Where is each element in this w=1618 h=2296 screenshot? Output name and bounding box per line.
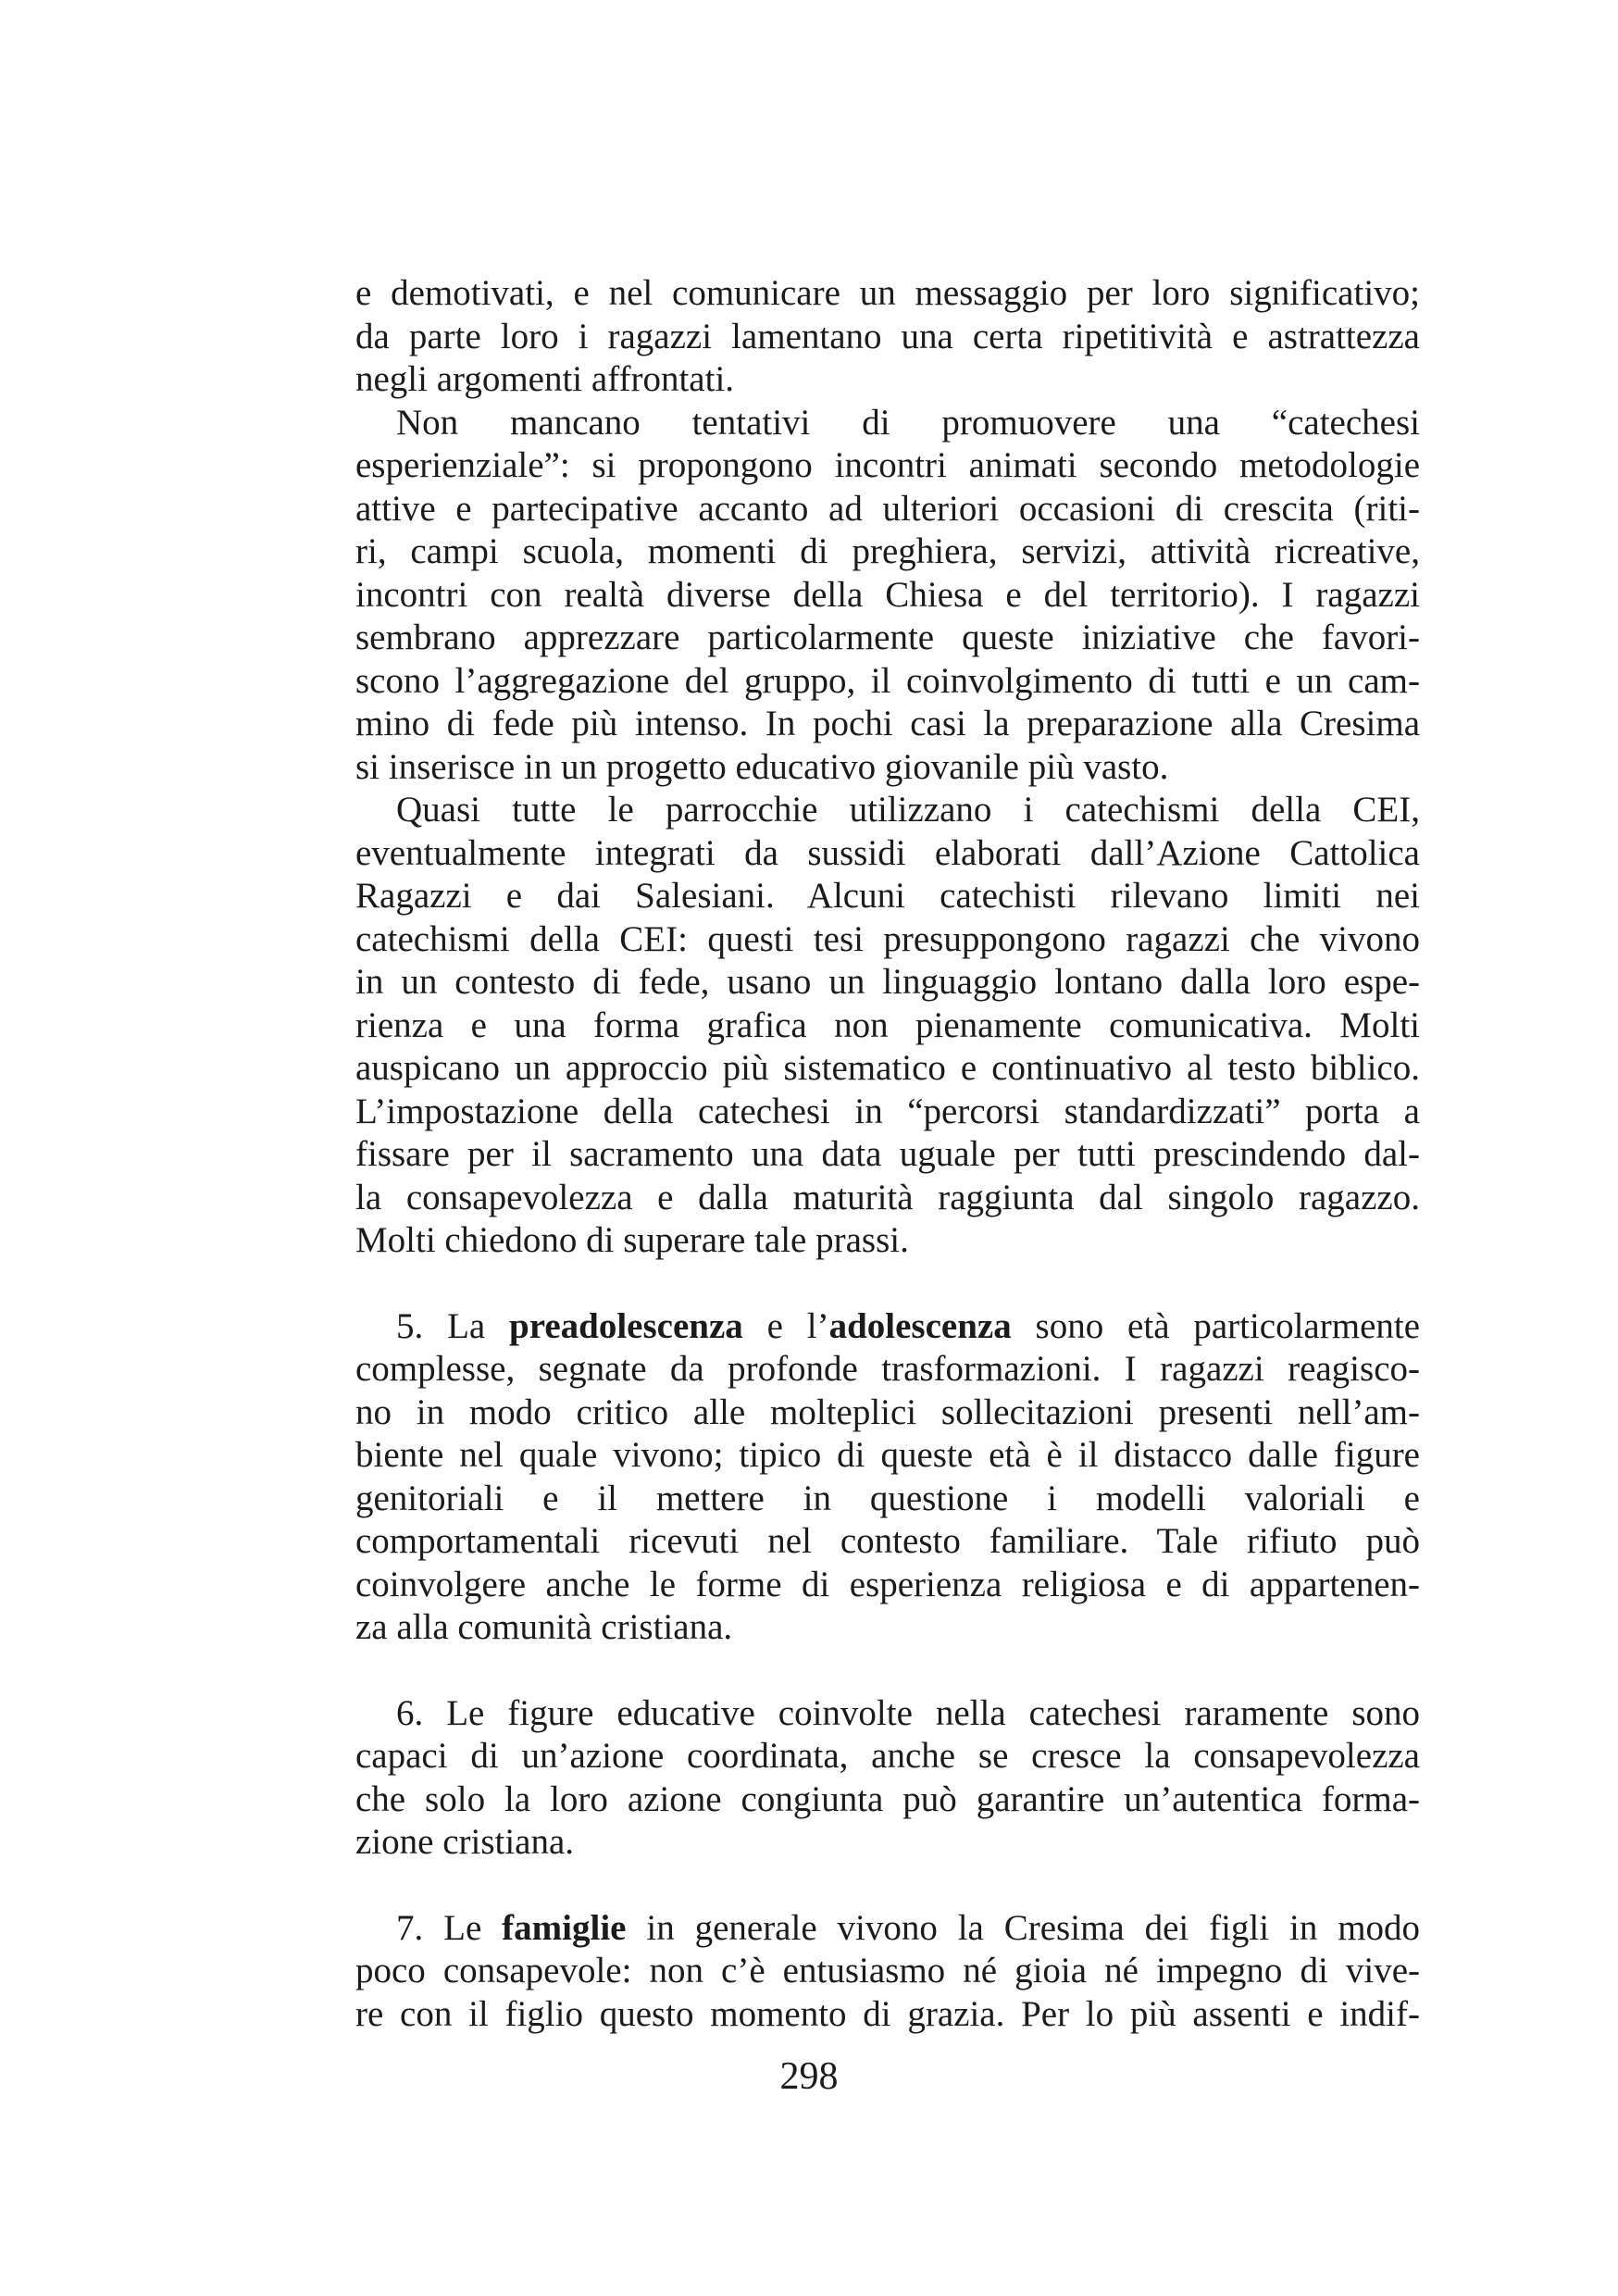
text-line: no in modo critico alle molteplici sollecitazioni presenti nell’am-: [355, 1391, 1420, 1432]
text-line: scono l’aggregazione del gruppo, il coinvolgimento di tutti e un cam-: [355, 660, 1420, 701]
text-fragment: sono età particolarmente: [1035, 1305, 1421, 1346]
text-line: 6. Le figure educative coinvolte nella catechesi raramente sono: [396, 1692, 1420, 1733]
text-line: negli argomenti affrontati.: [355, 359, 735, 399]
text-line: [355, 1907, 1420, 1951]
paragraph-experiential-catechesis: [355, 402, 1420, 790]
text-line: sembrano apprezzare particolarmente queste iniziative che favori-: [355, 618, 1420, 657]
text-line: Ragazzi e dai Salesiani. Alcuni catechisti rilevano limiti nei: [355, 876, 1420, 916]
text-line: auspicano un approccio più sistematico e continuativo al testo biblico.: [355, 1048, 1420, 1088]
text-line: re con il figlio questo momento di grazia. Per lo più assenti e indif-: [355, 1993, 1420, 2034]
text-fragment: e l’: [766, 1305, 829, 1346]
paragraph-cei-catechisms: [355, 789, 1420, 1263]
text-line: L’impostazione della catechesi in “percorsi standardizzati” porta a: [355, 1091, 1420, 1131]
paragraph-point-5: [355, 1305, 1420, 1650]
text-line: e demotivati, e nel comunicare un messaggio per loro significativo;: [355, 273, 1420, 313]
text-fragment: La: [447, 1305, 486, 1346]
body-text: [355, 272, 1420, 2036]
text-line: esperienziale”: si propongono incontri animati secondo metodologie: [355, 445, 1420, 485]
text-fragment: in generale vivono la Cresima dei figli in modo: [646, 1907, 1421, 1948]
bold-term-famiglie: famiglie: [502, 1907, 627, 1948]
paragraph-point-6: [355, 1692, 1420, 1865]
text-line: la consapevolezza e dalla maturità raggiunta dal singolo ragazzo.: [355, 1177, 1420, 1217]
text-line: rienza e una forma grafica non pienamente comunicativa. Molti: [355, 1004, 1420, 1045]
text-line: Non mancano tentativi di promuovere una “catechesi: [396, 402, 1420, 443]
text-line: Molti chiedono di superare tale prassi.: [355, 1220, 909, 1260]
text-line: biente nel quale vivono; tipico di queste età è il distacco dalle figure: [355, 1435, 1420, 1475]
text-line: za alla comunità cristiana.: [355, 1607, 733, 1647]
text-line: si inserisce in un progetto educativo giovanile più vasto.: [355, 746, 1169, 787]
text-line: mino di fede più intenso. In pochi casi la preparazione alla Cresima: [355, 704, 1420, 743]
text-line: fissare per il sacramento una data uguale per tutti prescindendo dal-: [355, 1134, 1420, 1174]
text-line: complesse, segnate da profonde trasformazioni. I ragazzi reagisco-: [355, 1349, 1420, 1389]
text-fragment: Le: [443, 1907, 482, 1948]
bold-term-adolescenza: adolescenza: [828, 1305, 1012, 1346]
text-line: zione cristiana.: [355, 1822, 575, 1862]
paragraph-point-7: [355, 1907, 1420, 2037]
page-number: 298: [779, 2055, 839, 2098]
text-line: in un contesto di fede, usano un linguaggio lontano dalla loro espe-: [355, 962, 1420, 1002]
paragraph-spacer: [355, 1650, 1420, 1692]
point-number: 5.: [396, 1305, 424, 1346]
text-line: incontri con realtà diverse della Chiesa e del territorio). I ragazzi: [355, 574, 1420, 615]
paragraph-spacer: [355, 1263, 1420, 1305]
text-line: coinvolgere anche le forme di esperienza religiosa e di appartenen-: [355, 1564, 1420, 1604]
text-line: genitoriali e il mettere in questione i modelli valoriali e: [355, 1478, 1420, 1518]
text-line: che solo la loro azione congiunta può garantire un’autentica forma-: [355, 1778, 1420, 1819]
text-line: comportamentali ricevuti nel contesto familiare. Tale rifiuto può: [355, 1521, 1420, 1561]
bold-term-preadolescenza: preadolescenza: [509, 1305, 743, 1346]
text-line: capaci di un’azione coordinata, anche se cresce la consapevolezza: [355, 1736, 1420, 1776]
text-line: eventualmente integrati da sussidi elaborati dall’Azione Cattolica: [355, 832, 1420, 873]
text-line: poco consapevole: non c’è entusiasmo né gioia né impegno di vive-: [355, 1951, 1420, 1990]
point-number: 7.: [396, 1907, 424, 1948]
text-line: Quasi tutte le parrocchie utilizzano i catechismi della CEI,: [396, 790, 1420, 830]
text-line: [355, 1305, 1420, 1349]
text-line: attive e partecipative accanto ad ulteriori occasioni di crescita (riti-: [355, 488, 1420, 529]
paragraph-spacer: [355, 1865, 1420, 1907]
text-line: catechismi della CEI: questi tesi presuppongono ragazzi che vivono: [355, 918, 1420, 959]
paragraph-continuation: [355, 272, 1420, 402]
text-line: ri, campi scuola, momenti di preghiera, servizi, attività ricreative,: [355, 531, 1420, 571]
text-line: da parte loro i ragazzi lamentano una certa ripetitività e astrattezza: [355, 316, 1420, 356]
